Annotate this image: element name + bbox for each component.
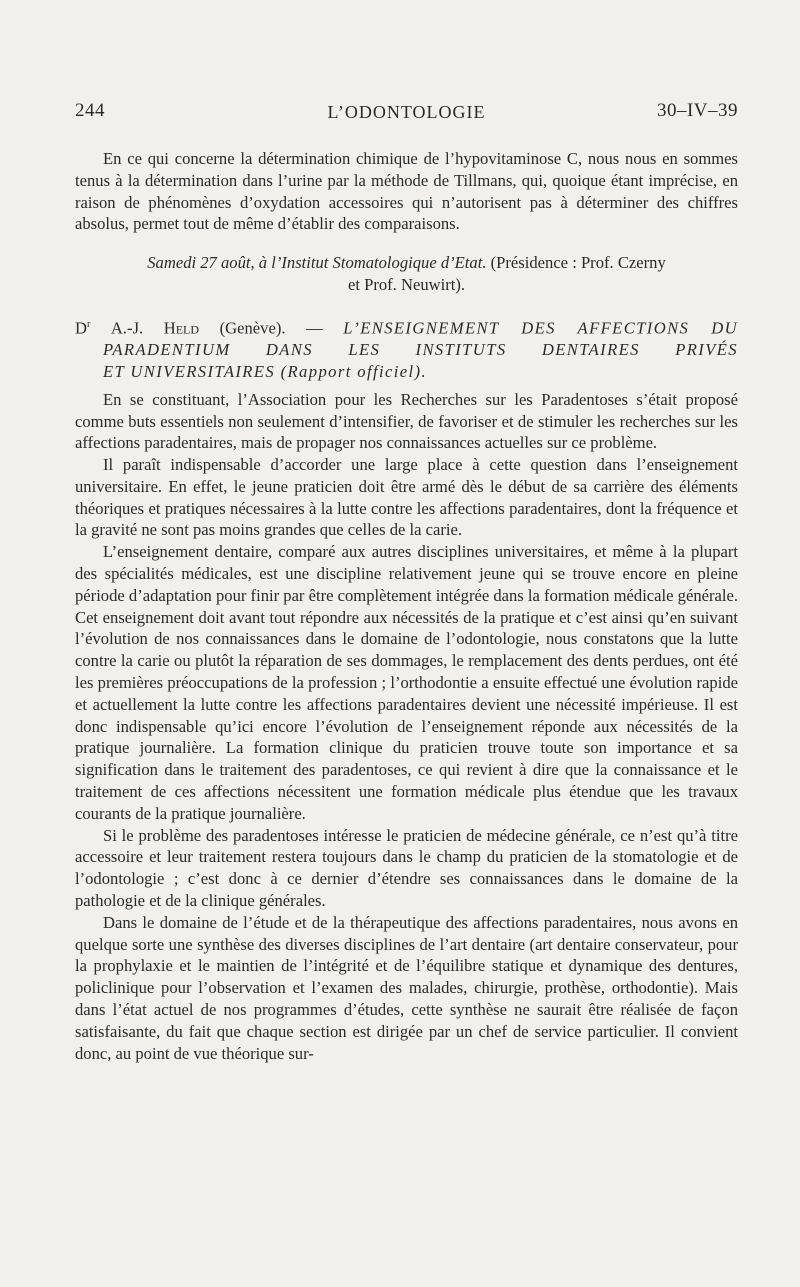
body-paragraph-3: L’enseignement dentaire, comparé aux autres disciplines universitaires, et même à la plupart des spécialités médicales, est une discipline relativement jeune qui se trouve encore en pleine période d’adaptation pour finir par être complètement intégrée dans la formation médicale générale. Cet enseignement doit avant tout répondre aux nécessités de la pratique et c’est ainsi qu’en suivant l’évolution de nos connaissances dans le domaine de l’odontologie, nous constatons que la lutte contre la carie ou plutôt la réparation de ses dommages, le remplacement des dents perdues, ont été les premières préoccupations de la profession ; l’orthodontie a ensuite effectué une évolution rapide et actuellement la lutte contre les affections paradentaires devient une nécessité impérieuse. Il est donc indispensable qu’ici encore l’évolution de l’enseignement réponde aux nécessités de la pratique journalière. La formation clinique du praticien trouve toute son importance et sa signification dans le traitement des paradentoses, ce qui revient à dire que la connaissance et le traitement de ces affections nécessitent une formation médicale plus étendue que les travaux courants de la pratique journalière. [75, 542, 738, 823]
article-city: (Genève). — [219, 318, 323, 338]
session-presidence: (Présidence : Prof. Czerny [490, 253, 666, 273]
title-sup: r [86, 318, 91, 330]
article-title-line3: ET UNIVERSITAIRES (Rapport officiel). [103, 361, 428, 381]
body-paragraph-5: Dans le domaine de l’étude et de la thérapeutique des affections paradentaires, nous avons en quelque sorte une synthèse des diverses disciplines de l’art dentaire (art dentaire conservateur, pour la prophylaxie et le maintien de l’intégrité et de l’équilibre statique et dynamique des dentures, policlinique pour l’observation et l’examen des malades, chirurgie, prothèse, orthodontie). Mais dans l’état actuel de nos programmes d’études, cette synthèse ne saurait être réalisée de façon satisfaisante, du fait que chaque section est dirigée par un chef de service particulier. Il convient donc, au point de vue théorique sur- [75, 912, 738, 1063]
session-italic: Samedi 27 août, à l’Institut Stomatologique d’Etat. [147, 253, 487, 273]
session-line2: et Prof. Neuwirt). [347, 274, 466, 294]
page-number: 244 [75, 100, 105, 121]
journal-title: L’ODONTOLOGIE [327, 102, 486, 122]
article-title-line2: PARADENTIUM DANS LES INSTITUTS DENTAIRES PRIVÉS [103, 340, 738, 360]
session-heading [75, 252, 738, 296]
article-author: A.-J. Held [110, 318, 200, 338]
document-page [75, 100, 738, 1064]
title-prefix: D [75, 318, 87, 338]
article-title-line1: L’ENSEIGNEMENT DES AFFECTIONS DU [343, 318, 738, 338]
article-heading [75, 314, 738, 383]
body-paragraph-1: En se constituant, l’Association pour les Recherches sur les Paradentoses s’était proposé comme buts essentiels non seulement d’intensifier, de favoriser et de stimuler les recherches sur les affections paradentaires, mais de propager nos connaissances actuelles sur ce problème. [75, 389, 738, 453]
issue-date: 30–IV–39 [656, 100, 738, 121]
running-header [75, 100, 738, 132]
article-heading-line1 [75, 314, 738, 339]
body-paragraph-2: Il paraît indispensable d’accorder une large place à cette question dans l’enseignement universitaire. En effet, le jeune praticien doit être armé dès le début de sa carrière des éléments théoriques et pratiques nécessaires à la lutte contre les affections paradentaires, dont la fréquence et la gravité ne sont pas moins grandes que celles de la carie. [75, 455, 738, 540]
body-paragraph-4: Si le problème des paradentoses intéresse le praticien de médecine générale, ce n’est qu’à titre accessoire et leur traitement restera toujours dans le champ du praticien de la stomatologie et de l’odontologie ; c’est donc à ce dernier d’étendre ses connaissances dans le domaine de la pathologie et de la clinique générales. [75, 825, 738, 911]
intro-paragraph: En ce qui concerne la détermination chimique de l’hypovitaminose C, nous nous en sommes tenus à la détermination dans l’urine par la méthode de Tillmans, qui, quoique étant imprécise, en raison de phénomènes d’oxydation accessoires qui n’autorisent pas à déterminer des chiffres absolus, permet tout de même d’établir des comparaisons. [75, 149, 738, 234]
